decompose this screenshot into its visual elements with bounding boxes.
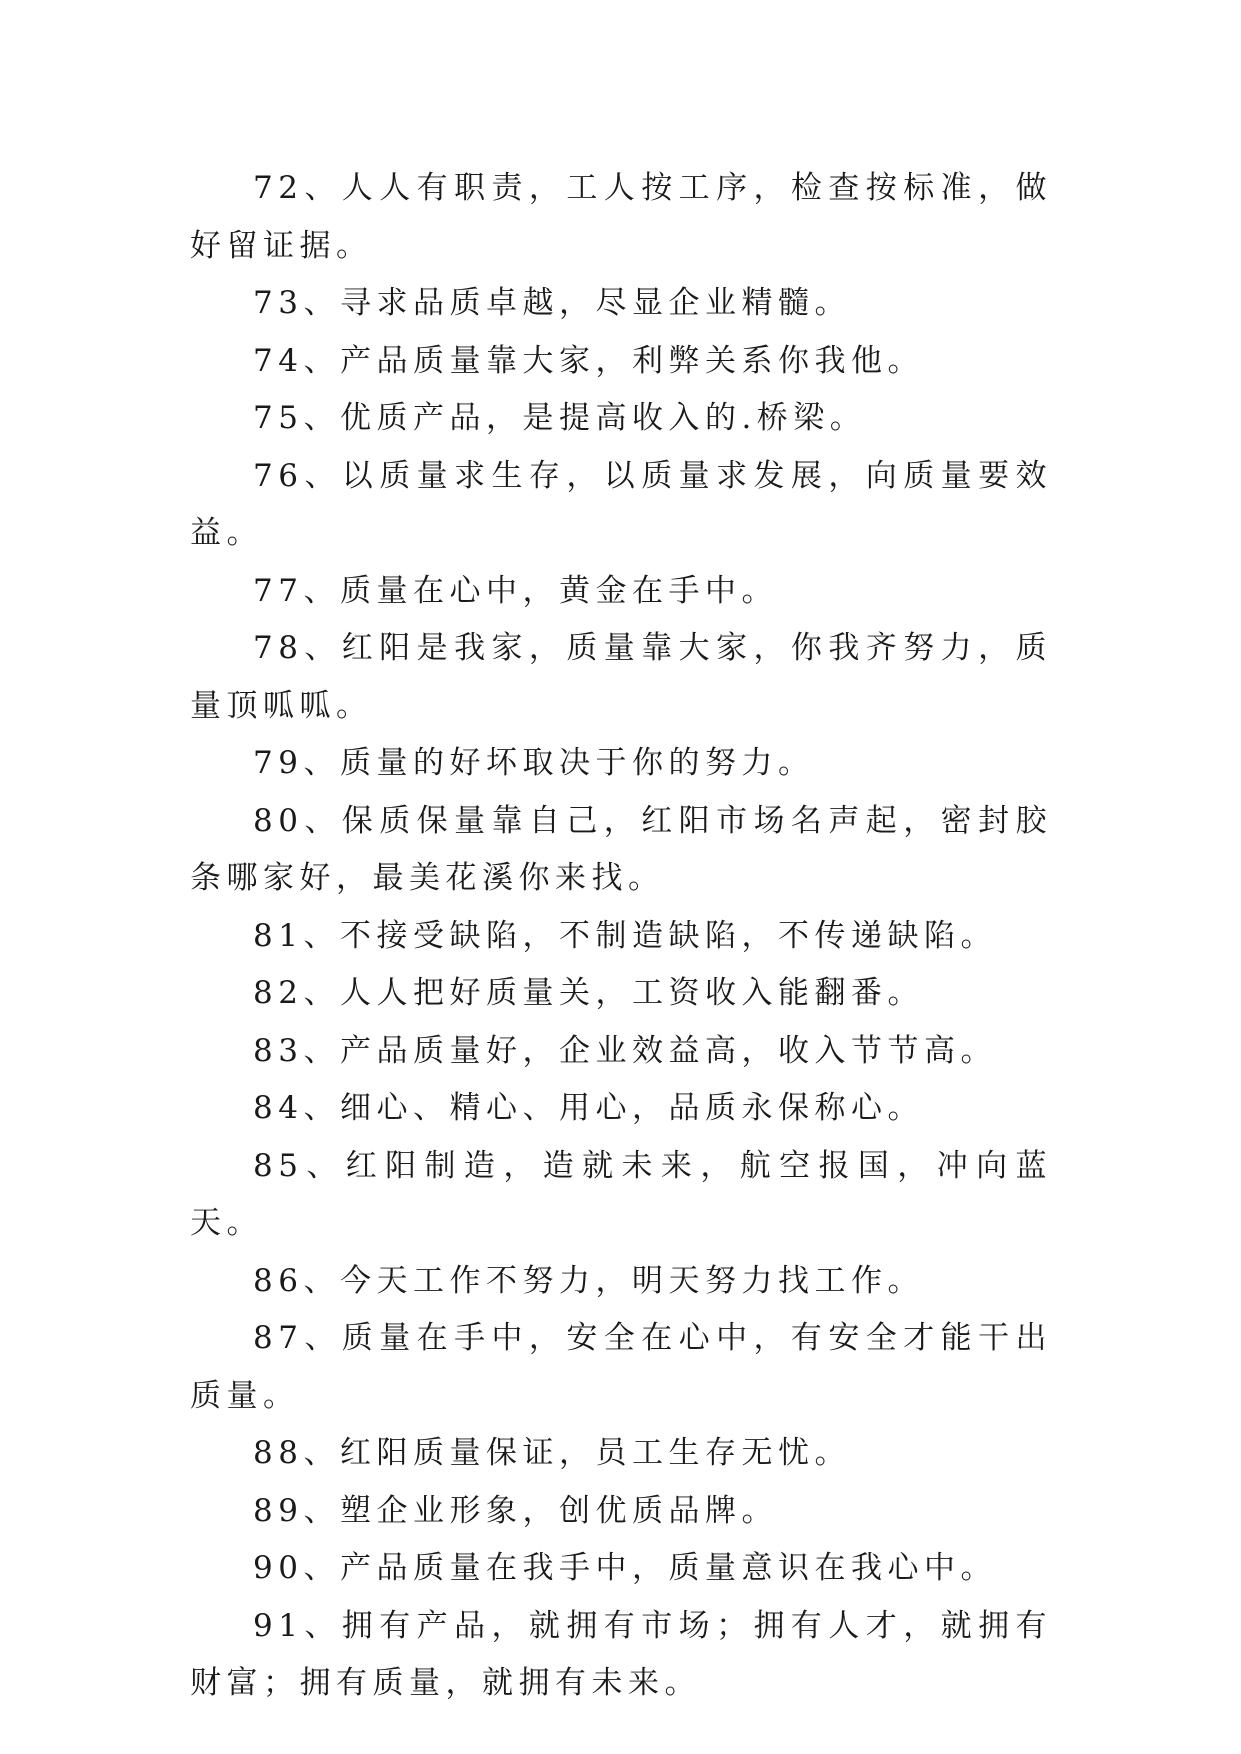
paragraph-82: 82、人人把好质量关，工资收入能翻番。 [253, 975, 924, 1011]
paragraph-75: 75、优质产品，是提高收入的.桥梁。 [253, 400, 867, 436]
paragraph-76: 76、以质量求生存，以质量求发展，向质量要效益。 [190, 457, 1052, 551]
paragraph-88: 88、红阳质量保证，员工生存无忧。 [253, 1435, 851, 1471]
paragraph-74: 74、产品质量靠大家，利弊关系你我他。 [253, 342, 924, 379]
paragraph-72: 72、人人有职责，工人按工序，检查按标准，做好留证据。 [190, 170, 1052, 264]
paragraph-91: 91、拥有产品，就拥有市场；拥有人才，就拥有财富；拥有质量，就拥有未来。 [190, 1607, 1052, 1701]
paragraph-78: 78、红阳是我家，质量靠大家，你我齐努力，质量顶呱呱。 [190, 630, 1052, 724]
paragraph-83: 83、产品质量好，企业效益高，收入节节高。 [253, 1032, 997, 1069]
paragraph-90: 90、产品质量在我手中，质量意识在我心中。 [253, 1550, 997, 1586]
paragraph-79: 79、质量的好坏取决于你的努力。 [253, 745, 815, 781]
paragraph-81: 81、不接受缺陷，不制造缺陷，不传递缺陷。 [253, 917, 997, 954]
paragraph-85: 85、红阳制造，造就未来，航空报国，冲向蓝天。 [190, 1147, 1052, 1241]
paragraph-77: 77、质量在心中，黄金在手中。 [253, 572, 778, 609]
paragraph-89: 89、塑企业形象，创优质品牌。 [253, 1492, 778, 1529]
paragraph-86: 86、今天工作不努力，明天努力找工作。 [253, 1262, 924, 1299]
document-body [190, 160, 1052, 1713]
paragraph-80: 80、保质保量靠自己，红阳市场名声起，密封胶条哪家好，最美花溪你来找。 [190, 802, 1052, 896]
paragraph-87: 87、质量在手中，安全在心中，有安全才能干出质量。 [190, 1320, 1052, 1414]
paragraph-73: 73、寻求品质卓越，尽显企业精髓。 [253, 285, 851, 321]
paragraph-84: 84、细心、精心、用心，品质永保称心。 [253, 1090, 924, 1126]
